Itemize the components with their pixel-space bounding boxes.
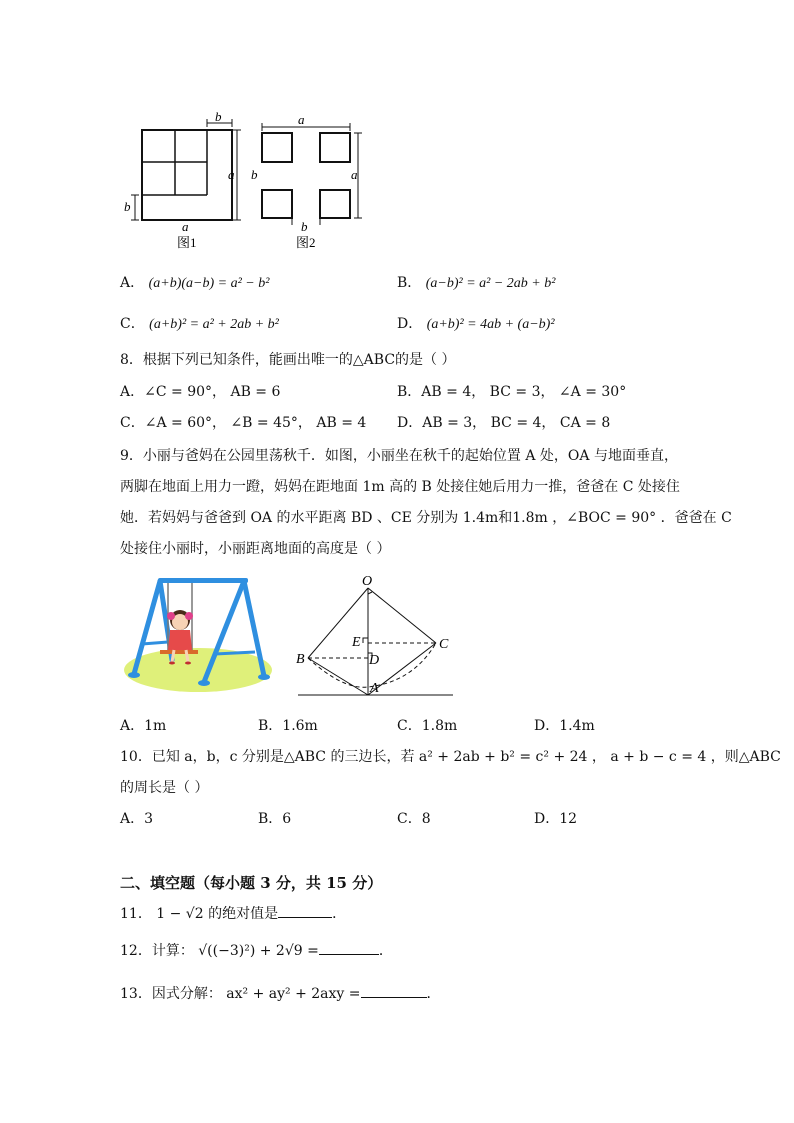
option-text: 1.6m [282, 718, 318, 734]
figure-2 [251, 112, 362, 250]
option-letter: B． [397, 275, 422, 291]
option-text: AB = 3， BC = 4， CA = 8 [422, 415, 611, 431]
option-letter: B． [258, 811, 283, 827]
fig2-a-right: a [351, 167, 358, 182]
option-letter: B． [397, 384, 422, 400]
q9-line-2: 两脚在地面上用力一蹬，妈妈在距地面 1m 高的 B 处接住她后用力一推，爸爸在 C 处接住 [120, 479, 680, 495]
option-text: 6 [282, 811, 292, 827]
q8-option-d [397, 413, 610, 433]
option-text: 1.8m [421, 718, 458, 734]
option-text: ∠A = 60°， ∠B = 45°， AB = 4 [144, 415, 367, 431]
fig2-label: 图2 [296, 235, 316, 250]
answer-blank[interactable] [278, 903, 332, 918]
q9-line-3: 她．若妈妈与爸爸到 OA 的水平距离 BD 、CE 分别为 1.4m和1.8m ，∠BOC = 90° ．爸爸在 C [120, 510, 732, 526]
q11 [120, 903, 346, 924]
option-letter: C． [397, 811, 422, 827]
option-letter: A． [120, 718, 145, 734]
q13 [120, 983, 441, 1004]
fig2-a-top: a [298, 112, 305, 127]
q13-period: ． [426, 986, 441, 1002]
option-letter: A． [120, 275, 145, 291]
q10-option-a [120, 809, 153, 829]
fig2-b-bottom: b [301, 219, 308, 234]
q9-option-c [397, 716, 457, 736]
q9-option-b [258, 716, 318, 736]
q8-option-c [120, 413, 366, 433]
fig1-b-top: b [215, 109, 222, 124]
q8-stem: 8．根据下列已知条件，能画出唯一的△ABC的是（ ） [120, 352, 456, 368]
label-o: O [362, 574, 373, 589]
q12-period: ． [378, 943, 393, 959]
section-2-title: 二、填空题（每小题 3 分，共 15 分） [120, 874, 383, 892]
option-letter: A． [120, 811, 145, 827]
q13-text: 13．因式分解： ax² + ay² + 2axy = [120, 986, 361, 1002]
option-letter: D． [397, 415, 423, 431]
q12 [120, 940, 393, 961]
option-letter: D． [397, 316, 423, 332]
q12-text: 12．计算： √((−3)²) + 2√9 = [120, 943, 319, 959]
answer-blank[interactable] [319, 940, 379, 955]
answer-blank[interactable] [361, 983, 427, 998]
fig1-a-right: a [228, 167, 235, 182]
q10-option-c [397, 809, 431, 829]
fig1-a-bottom: a [182, 219, 189, 234]
fig1-b-left: b [124, 199, 131, 214]
option-text: 1m [144, 718, 167, 734]
q11-period: ． [332, 906, 347, 922]
option-text: AB = 4， BC = 3， ∠A = 30° [421, 384, 627, 400]
fig2-b-left: b [251, 167, 258, 182]
q10-line-2: 的周长是（ ） [120, 780, 209, 796]
label-a: A [370, 681, 379, 696]
q9-option-a [120, 716, 166, 736]
option-letter: C． [120, 316, 145, 332]
q8-option-a [120, 382, 280, 402]
figure-1 [124, 109, 241, 250]
option-text: 12 [559, 811, 578, 827]
option-letter: C． [397, 718, 422, 734]
option-letter: B． [258, 718, 283, 734]
option-text: 8 [421, 811, 431, 827]
label-c: C [439, 637, 449, 652]
q7-figures [115, 105, 380, 255]
option-expr: (a+b)² = 4ab + (a−b)² [426, 317, 555, 332]
q7-option-a [120, 273, 269, 294]
q10-option-b [258, 809, 291, 829]
option-letter: D． [534, 718, 560, 734]
label-d: D [369, 653, 380, 668]
q7-option-c [120, 314, 279, 335]
option-expr: (a+b)² = a² + 2ab + b² [149, 317, 279, 332]
option-letter: A． [120, 384, 145, 400]
q7-option-d [397, 314, 555, 335]
option-letter: D． [534, 811, 560, 827]
label-e: E [352, 635, 361, 650]
q9-geometry-diagram [288, 570, 463, 700]
option-expr: (a+b)(a−b) = a² − b² [148, 276, 270, 291]
q10-option-d [534, 809, 577, 829]
q10-line-1: 10．已知 a，b，c 分别是△ABC 的三边长，若 a² + 2ab + b² = c² + 24 ， a + b − c = 4 ，则△ABC [120, 749, 781, 765]
option-letter: C． [120, 415, 145, 431]
option-text: 3 [144, 811, 154, 827]
q9-option-d [534, 716, 595, 736]
swing-illustration [120, 572, 280, 697]
q7-option-b [397, 273, 555, 294]
option-text: ∠C = 90°， AB = 6 [144, 384, 281, 400]
q11-text: 11． 1 − √2 的绝对值是 [120, 906, 279, 922]
q9-line-1: 9．小丽与爸妈在公园里荡秋千．如图，小丽坐在秋千的起始位置 A 处，OA 与地面垂直， [120, 448, 678, 464]
label-b: B [296, 652, 305, 667]
q9-line-4: 处接住小丽时，小丽距离地面的高度是（ ） [120, 541, 391, 557]
option-text: 1.4m [559, 718, 595, 734]
option-expr: (a−b)² = a² − 2ab + b² [425, 276, 556, 291]
q8-option-b [397, 382, 626, 402]
fig1-label: 图1 [177, 235, 197, 250]
